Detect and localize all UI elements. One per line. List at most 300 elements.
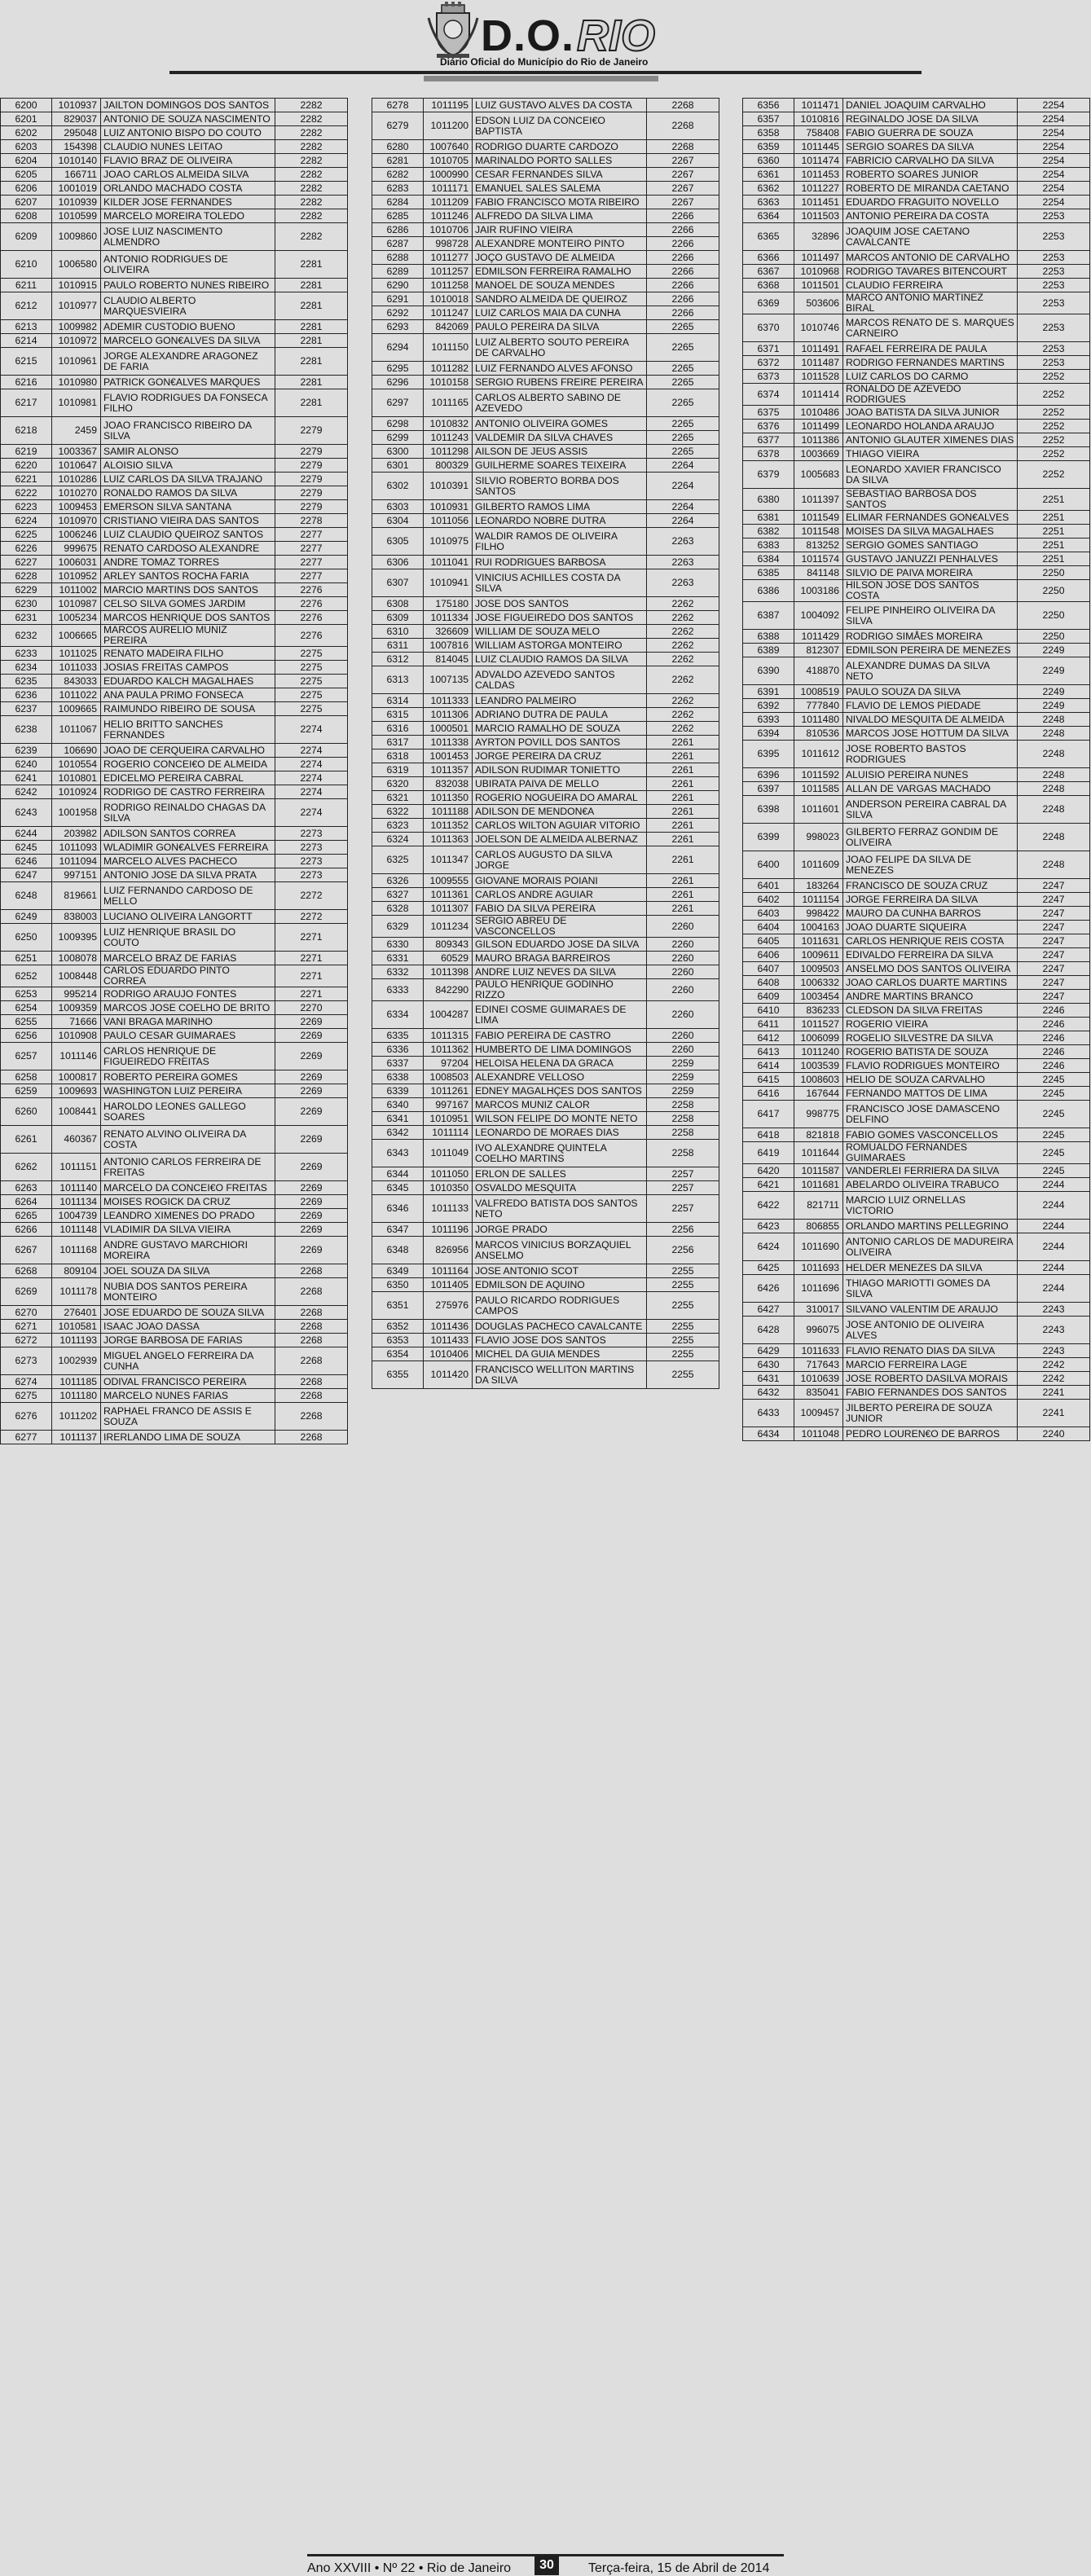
score-cell: 2253 (1018, 279, 1090, 292)
name-cell: GIOVANE MORAIS POIANI (473, 874, 647, 888)
table-row (1, 1181, 348, 1195)
rank-cell: 6319 (372, 763, 424, 777)
registration-cell: 1011154 (794, 893, 843, 907)
score-cell: 2277 (275, 528, 348, 542)
table-row (1, 952, 348, 965)
rank-cell: 6219 (1, 445, 52, 459)
name-cell: ISAAC JOAO DASSA (101, 1320, 275, 1334)
name-cell: RAPHAEL FRANCO DE ASSIS E SOUZA (101, 1403, 275, 1431)
score-cell: 2244 (1018, 1192, 1090, 1220)
registration-cell: 1011114 (424, 1126, 473, 1140)
name-cell: RAFAEL FERREIRA DE PAULA (843, 342, 1018, 356)
rank-cell: 6330 (372, 938, 424, 952)
registration-cell: 1009860 (52, 223, 101, 251)
score-cell: 2247 (1018, 962, 1090, 976)
rank-cell: 6228 (1, 569, 52, 583)
name-cell: ALEXANDRE VELLOSO (473, 1070, 647, 1084)
name-cell: ANA PAULA PRIMO FONSECA (101, 688, 275, 702)
score-cell: 2254 (1018, 126, 1090, 140)
table-row (1, 320, 348, 334)
registration-cell: 843033 (52, 675, 101, 688)
registration-cell: 1002939 (52, 1347, 101, 1375)
table-row (743, 962, 1090, 976)
registration-cell: 998023 (794, 824, 843, 851)
table-row (1, 1154, 348, 1181)
registration-cell: 503606 (794, 292, 843, 314)
score-cell: 2261 (647, 791, 719, 805)
score-cell: 2250 (1018, 566, 1090, 580)
table-row (1, 514, 348, 528)
table-row (1, 1098, 348, 1126)
registration-cell: 418870 (794, 657, 843, 685)
rank-cell: 6256 (1, 1029, 52, 1043)
table-row (372, 1347, 719, 1361)
table-row (372, 1320, 719, 1334)
name-cell: GILSON EDUARDO JOSE DA SILVA (473, 938, 647, 952)
rank-cell: 6222 (1, 486, 52, 500)
registration-cell: 183264 (794, 879, 843, 893)
table-row (743, 879, 1090, 893)
registration-cell: 1011527 (794, 1018, 843, 1031)
table-row (743, 1073, 1090, 1087)
registration-cell: 842290 (424, 979, 473, 1001)
registration-cell: 1011306 (424, 708, 473, 722)
table-row (1, 1403, 348, 1431)
name-cell: EDMILSON DE AQUINO (473, 1278, 647, 1292)
score-cell: 2269 (275, 1015, 348, 1029)
name-cell: SAMIR ALONSO (101, 445, 275, 459)
name-cell: JOAO DUARTE SIQUEIRA (843, 921, 1018, 934)
table-row (1, 799, 348, 827)
table-row (743, 1192, 1090, 1220)
table-row (372, 209, 719, 223)
name-cell: IRERLANDO LIMA DE SOUZA (101, 1431, 275, 1444)
score-cell: 2241 (1018, 1386, 1090, 1400)
registration-cell: 836233 (794, 1004, 843, 1018)
score-cell: 2277 (275, 569, 348, 583)
rank-cell: 6412 (743, 1031, 794, 1045)
registration-cell: 1011362 (424, 1043, 473, 1057)
rank-cell: 6269 (1, 1278, 52, 1306)
score-cell: 2260 (647, 952, 719, 965)
registration-cell: 154398 (52, 140, 101, 154)
rank-cell: 6315 (372, 708, 424, 722)
table-row (372, 445, 719, 459)
rank-cell: 6280 (372, 140, 424, 154)
rank-cell: 6308 (372, 597, 424, 611)
registration-cell: 829037 (52, 112, 101, 126)
rank-cell: 6366 (743, 251, 794, 265)
table-row (372, 666, 719, 694)
registration-cell: 1011298 (424, 445, 473, 459)
table-row (743, 630, 1090, 644)
score-cell: 2268 (275, 1306, 348, 1320)
registration-cell: 1011049 (424, 1140, 473, 1167)
rank-cell: 6241 (1, 771, 52, 785)
name-cell: FLAVIO RODRIGUES MONTEIRO (843, 1059, 1018, 1073)
rank-cell: 6371 (743, 342, 794, 356)
score-cell: 2282 (275, 223, 348, 251)
table-row (1, 841, 348, 855)
registration-cell: 1010486 (794, 406, 843, 420)
score-cell: 2254 (1018, 182, 1090, 196)
rank-cell: 6291 (372, 292, 424, 306)
score-cell: 2251 (1018, 489, 1090, 511)
name-cell: MARCIO LUIZ ORNELLAS VICTORIO (843, 1192, 1018, 1220)
rank-cell: 6221 (1, 473, 52, 486)
name-cell: GUSTAVO JANUZZI PENHALVES (843, 552, 1018, 566)
score-cell: 2282 (275, 112, 348, 126)
rank-cell: 6248 (1, 882, 52, 910)
score-cell: 2252 (1018, 461, 1090, 489)
table-row (1, 868, 348, 882)
rank-cell: 6347 (372, 1223, 424, 1237)
name-cell: MARCIO MARTINS DOS SANTOS (101, 583, 275, 597)
score-cell: 2252 (1018, 370, 1090, 384)
table-row (372, 417, 719, 431)
name-cell: ADILSON RUDIMAR TONIETTO (473, 763, 647, 777)
rank-cell: 6322 (372, 805, 424, 819)
rank-cell: 6420 (743, 1164, 794, 1178)
table-row (372, 902, 719, 916)
score-cell: 2251 (1018, 552, 1090, 566)
rank-cell: 6335 (372, 1029, 424, 1043)
score-cell: 2274 (275, 785, 348, 799)
table-row (743, 525, 1090, 538)
registration-cell: 1011549 (794, 511, 843, 525)
name-cell: ANTONIO GLAUTER XIMENES DIAS (843, 433, 1018, 447)
rank-cell: 6433 (743, 1400, 794, 1427)
table-row (743, 182, 1090, 196)
rank-cell: 6278 (372, 99, 424, 112)
table-row (372, 362, 719, 376)
registration-cell: 998775 (794, 1101, 843, 1128)
score-cell: 2269 (275, 1084, 348, 1098)
rank-cell: 6367 (743, 265, 794, 279)
table-row (1, 675, 348, 688)
score-cell: 2261 (647, 846, 719, 874)
table-row (372, 694, 719, 708)
registration-cell: 1011246 (424, 209, 473, 223)
table-row (743, 406, 1090, 420)
score-cell: 2254 (1018, 99, 1090, 112)
table-row (1, 1306, 348, 1320)
score-cell: 2261 (647, 819, 719, 833)
name-cell: AILSON DE JEUS ASSIS (473, 445, 647, 459)
table-row (372, 611, 719, 625)
table-row (743, 126, 1090, 140)
table-row (743, 1178, 1090, 1192)
name-cell: REGINALDO JOSE DA SILVA (843, 112, 1018, 126)
name-cell: JOSE FIGUEIREDO DOS SANTOS (473, 611, 647, 625)
table-row (372, 237, 719, 251)
table-row (372, 1195, 719, 1223)
registration-cell: 1011487 (794, 356, 843, 370)
registration-cell: 1011033 (52, 661, 101, 675)
table-row (372, 625, 719, 639)
name-cell: ROBERTO DE MIRANDA CAETANO (843, 182, 1018, 196)
name-cell: MARCELO MOREIRA TOLEDO (101, 209, 275, 223)
rank-cell: 6234 (1, 661, 52, 675)
table-row (372, 1084, 719, 1098)
score-cell: 2252 (1018, 447, 1090, 461)
name-cell: EDIVALDO FERREIRA DA SILVA (843, 948, 1018, 962)
name-cell: MARINALDO PORTO SALLES (473, 154, 647, 168)
table-row (372, 473, 719, 500)
table-row (1, 910, 348, 924)
rank-cell: 6215 (1, 348, 52, 376)
registration-cell: 1010941 (424, 569, 473, 597)
rank-cell: 6226 (1, 542, 52, 556)
rank-cell: 6357 (743, 112, 794, 126)
rank-cell: 6399 (743, 824, 794, 851)
table-row (372, 805, 719, 819)
registration-cell: 1010286 (52, 473, 101, 486)
registration-cell: 1011050 (424, 1167, 473, 1181)
ranking-table (0, 98, 348, 1444)
name-cell: SILVIO DE PAIVA MOREIRA (843, 566, 1018, 580)
table-row (1, 1237, 348, 1264)
table-row (743, 112, 1090, 126)
score-cell: 2268 (275, 1375, 348, 1389)
table-row (1, 1431, 348, 1444)
score-cell: 2244 (1018, 1233, 1090, 1261)
score-cell: 2246 (1018, 1018, 1090, 1031)
rank-cell: 6267 (1, 1237, 52, 1264)
rank-cell: 6209 (1, 223, 52, 251)
name-cell: ANSELMO DOS SANTOS OLIVEIRA (843, 962, 1018, 976)
table-row (372, 168, 719, 182)
name-cell: VINICIUS ACHILLES COSTA DA SILVA (473, 569, 647, 597)
rank-cell: 6313 (372, 666, 424, 694)
score-cell: 2255 (647, 1278, 719, 1292)
registration-cell: 32896 (794, 223, 843, 251)
registration-cell: 1011453 (794, 168, 843, 182)
score-cell: 2247 (1018, 921, 1090, 934)
name-cell: WILLIAM DE SOUZA MELO (473, 625, 647, 639)
name-cell: ALUISIO PEREIRA NUNES (843, 768, 1018, 782)
table-row (1, 182, 348, 196)
table-row (1, 1084, 348, 1098)
table-row (743, 1303, 1090, 1317)
rank-cell: 6279 (372, 112, 424, 140)
name-cell: ANTONIO CARLOS FERREIRA DE FREITAS (101, 1154, 275, 1181)
name-cell: ANDRE MARTINS BRANCO (843, 990, 1018, 1004)
rank-cell: 6398 (743, 796, 794, 824)
rank-cell: 6258 (1, 1070, 52, 1084)
rank-cell: 6416 (743, 1087, 794, 1101)
table-row (743, 447, 1090, 461)
registration-cell: 1011333 (424, 694, 473, 708)
score-cell: 2248 (1018, 782, 1090, 796)
table-row (743, 140, 1090, 154)
table-row (372, 1334, 719, 1347)
score-cell: 2282 (275, 182, 348, 196)
rank-cell: 6413 (743, 1045, 794, 1059)
rank-cell: 6346 (372, 1195, 424, 1223)
name-cell: MOISES ROGICK DA CRUZ (101, 1195, 275, 1209)
table-row (743, 154, 1090, 168)
score-cell: 2269 (275, 1070, 348, 1084)
score-cell: 2264 (647, 473, 719, 500)
name-cell: ROGERIO NOGUEIRA DO AMARAL (473, 791, 647, 805)
name-cell: RENATO CARDOSO ALEXANDRE (101, 542, 275, 556)
name-cell: ADILSON SANTOS CORREA (101, 827, 275, 841)
name-cell: PAULO SOUZA DA SILVA (843, 685, 1018, 699)
name-cell: ABELARDO OLIVEIRA TRABUCO (843, 1178, 1018, 1192)
score-cell: 2266 (647, 265, 719, 279)
name-cell: EDUARDO FRAGUITO NOVELLO (843, 196, 1018, 209)
table-row (372, 569, 719, 597)
table-row (743, 976, 1090, 990)
registration-cell: 1011200 (424, 112, 473, 140)
name-cell: MARCELO NUNES FARIAS (101, 1389, 275, 1403)
table-row (1, 542, 348, 556)
table-row (372, 916, 719, 938)
score-cell: 2261 (647, 874, 719, 888)
table-row (372, 251, 719, 265)
score-cell: 2266 (647, 223, 719, 237)
rank-cell: 6252 (1, 965, 52, 987)
score-cell: 2259 (647, 1084, 719, 1098)
table-row (1, 112, 348, 126)
table-row (743, 824, 1090, 851)
registration-cell: 1011499 (794, 420, 843, 433)
rank-cell: 6345 (372, 1181, 424, 1195)
registration-cell: 1010924 (52, 785, 101, 799)
rank-cell: 6404 (743, 921, 794, 934)
registration-cell: 1003367 (52, 445, 101, 459)
registration-cell: 1008603 (794, 1073, 843, 1087)
rank-cell: 6378 (743, 447, 794, 461)
score-cell: 2282 (275, 168, 348, 182)
name-cell: EDNEY MAGALHÇES DOS SANTOS (473, 1084, 647, 1098)
score-cell: 2245 (1018, 1073, 1090, 1087)
table-row (1, 1070, 348, 1084)
rank-cell: 6341 (372, 1112, 424, 1126)
registration-cell: 166711 (52, 168, 101, 182)
ranking-table (742, 98, 1090, 1441)
score-cell: 2255 (647, 1334, 719, 1347)
registration-cell: 1006031 (52, 556, 101, 569)
rank-cell: 6422 (743, 1192, 794, 1220)
table-row (743, 420, 1090, 433)
table-row (372, 819, 719, 833)
table-row (372, 653, 719, 666)
registration-cell: 1003454 (794, 990, 843, 1004)
table-row (743, 768, 1090, 782)
name-cell: CLAUDIO ALBERTO MARQUESVIEIRA (101, 292, 275, 320)
table-row (743, 580, 1090, 602)
table-row (743, 356, 1090, 370)
score-cell: 2278 (275, 514, 348, 528)
score-cell: 2263 (647, 569, 719, 597)
registration-cell: 1011414 (794, 384, 843, 406)
registration-cell: 1011234 (424, 916, 473, 938)
rank-cell: 6400 (743, 851, 794, 879)
name-cell: MARCIO RAMALHO DE SOUZA (473, 722, 647, 736)
rank-cell: 6361 (743, 168, 794, 182)
table-row (743, 1101, 1090, 1128)
name-cell: WASHINGTON LUIZ PEREIRA (101, 1084, 275, 1098)
name-cell: JOSE ANTONIO SCOT (473, 1264, 647, 1278)
registration-cell: 1011352 (424, 819, 473, 833)
rank-cell: 6344 (372, 1167, 424, 1181)
table-row (1, 1375, 348, 1389)
name-cell: RONALDO RAMOS DA SILVA (101, 486, 275, 500)
name-cell: THIAGO VIEIRA (843, 447, 1018, 461)
rank-cell: 6403 (743, 907, 794, 921)
rank-cell: 6331 (372, 952, 424, 965)
score-cell: 2262 (647, 639, 719, 653)
table-row (743, 1386, 1090, 1400)
name-cell: FELIPE PINHEIRO OLIVEIRA DA SILVA (843, 602, 1018, 630)
table-row (1, 334, 348, 348)
name-cell: FABIO GUERRA DE SOUZA (843, 126, 1018, 140)
registration-cell: 826956 (424, 1237, 473, 1264)
table-row (1, 1320, 348, 1334)
rank-cell: 6229 (1, 583, 52, 597)
table-row (743, 1045, 1090, 1059)
score-cell: 2257 (647, 1181, 719, 1195)
rank-cell: 6288 (372, 251, 424, 265)
score-cell: 2265 (647, 431, 719, 445)
score-cell: 2242 (1018, 1358, 1090, 1372)
rank-cell: 6249 (1, 910, 52, 924)
registration-cell: 1011528 (794, 370, 843, 384)
rank-cell: 6427 (743, 1303, 794, 1317)
table-row (372, 376, 719, 389)
table-row (743, 990, 1090, 1004)
rank-cell: 6375 (743, 406, 794, 420)
table-row (743, 196, 1090, 209)
registration-cell: 1003539 (794, 1059, 843, 1073)
name-cell: JAILTON DOMINGOS DOS SANTOS (101, 99, 275, 112)
score-cell: 2274 (275, 716, 348, 744)
rank-cell: 6327 (372, 888, 424, 902)
table-row (743, 1261, 1090, 1275)
registration-cell: 1011361 (424, 888, 473, 902)
table-row (372, 431, 719, 445)
table-row (743, 1427, 1090, 1441)
name-cell: OSVALDO MESQUITA (473, 1181, 647, 1195)
score-cell: 2244 (1018, 1261, 1090, 1275)
rank-cell: 6266 (1, 1223, 52, 1237)
registration-cell: 1000990 (424, 168, 473, 182)
name-cell: FRANCISCO JOSE DAMASCENO DELFINO (843, 1101, 1018, 1128)
registration-cell: 1010599 (52, 209, 101, 223)
rank-cell: 6243 (1, 799, 52, 827)
registration-cell: 1006332 (794, 976, 843, 990)
score-cell: 2253 (1018, 342, 1090, 356)
name-cell: FRANCISCO WELLITON MARTINS DA SILVA (473, 1361, 647, 1389)
name-cell: JILBERTO PEREIRA DE SOUZA JUNIOR (843, 1400, 1018, 1427)
table-row (372, 1057, 719, 1070)
score-cell: 2267 (647, 168, 719, 182)
score-cell: 2262 (647, 666, 719, 694)
table-row (1, 1015, 348, 1029)
table-row (372, 528, 719, 556)
name-cell: JOSE ANTONIO DE OLIVEIRA ALVES (843, 1317, 1018, 1344)
table-row (1, 292, 348, 320)
rank-cell: 6296 (372, 376, 424, 389)
registration-cell: 758408 (794, 126, 843, 140)
rank-cell: 6405 (743, 934, 794, 948)
rank-cell: 6324 (372, 833, 424, 846)
rank-cell: 6232 (1, 625, 52, 647)
name-cell: ADRIANO DUTRA DE PAULA (473, 708, 647, 722)
score-cell: 2279 (275, 459, 348, 473)
